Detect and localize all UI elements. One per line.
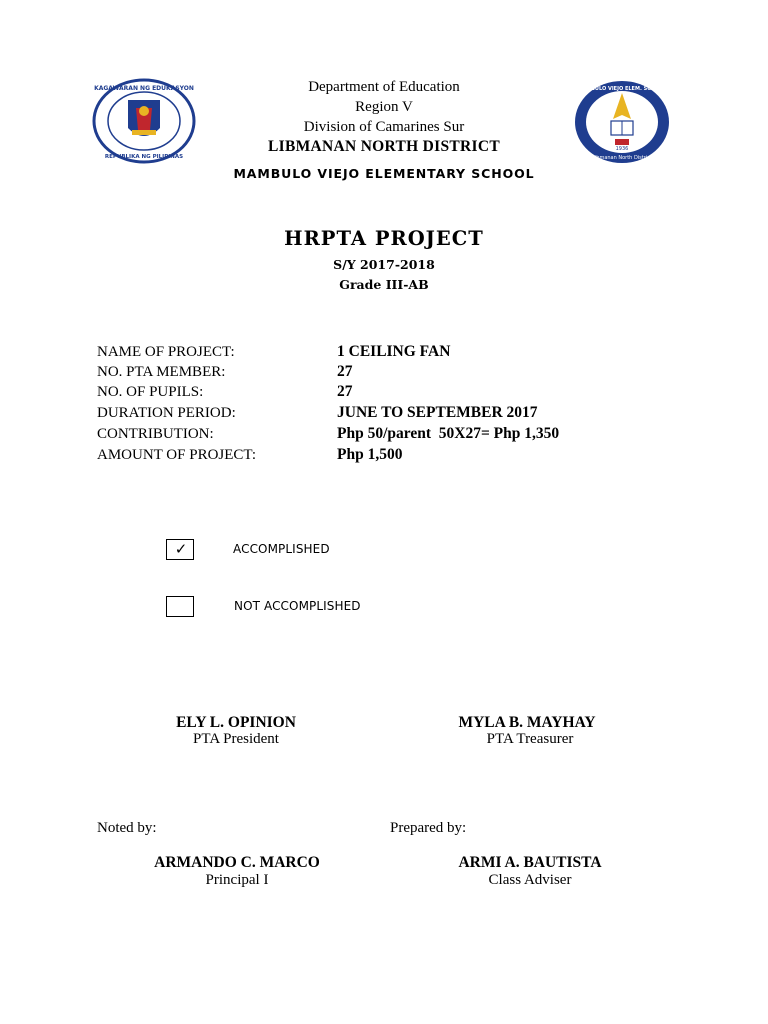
grade-level: Grade III-AB xyxy=(339,277,429,292)
noted-by-label: Noted by: xyxy=(97,820,157,836)
treasurer-name: MYLA B. MAYHAY xyxy=(458,714,596,731)
department-line: Department of Education xyxy=(308,79,460,95)
svg-text:MAMBULO VIEJO ELEM. SCHOOL: MAMBULO VIEJO ELEM. SCHOOL xyxy=(577,86,667,92)
principal-name: ARMANDO C. MARCO xyxy=(154,854,320,871)
detail-value: JUNE TO SEPTEMBER 2017 xyxy=(337,404,538,421)
president-role: PTA President xyxy=(193,731,279,747)
detail-label: NO. PTA MEMBER: xyxy=(97,364,226,380)
prepared-by-label: Prepared by: xyxy=(390,820,467,836)
detail-value: 27 xyxy=(337,383,353,400)
school-name: MAMBULO VIEJO ELEMENTARY SCHOOL xyxy=(233,166,535,181)
adviser-name: ARMI A. BAUTISTA xyxy=(458,854,602,871)
detail-label: CONTRIBUTION: xyxy=(97,426,214,442)
president-name: ELY L. OPINION xyxy=(176,714,296,731)
detail-value: Php 1,500 xyxy=(337,446,403,463)
accomplished-checkbox[interactable] xyxy=(166,539,194,560)
district-line: LIBMANAN NORTH DISTRICT xyxy=(268,138,500,155)
detail-label: NAME OF PROJECT: xyxy=(97,344,235,360)
detail-label: DURATION PERIOD: xyxy=(97,405,236,421)
division-line: Division of Camarines Sur xyxy=(303,119,465,135)
not-accomplished-checkbox[interactable] xyxy=(166,596,194,617)
detail-label: AMOUNT OF PROJECT: xyxy=(97,447,257,463)
page-title: HRPTA PROJECT xyxy=(284,227,484,250)
treasurer-role: PTA Treasurer xyxy=(486,731,574,747)
detail-value: 1 CEILING FAN xyxy=(337,343,451,360)
svg-text:1936: 1936 xyxy=(615,146,629,152)
svg-text:Libmanan North District: Libmanan North District xyxy=(592,155,652,161)
not-accomplished-label: NOT ACCOMPLISHED xyxy=(234,599,361,613)
svg-text:REPUBLIKA NG PILIPINAS: REPUBLIKA NG PILIPINAS xyxy=(104,154,184,160)
adviser-role: Class Adviser xyxy=(488,872,572,888)
detail-label: NO. OF PUPILS: xyxy=(97,384,204,400)
detail-value: Php 50/parent 50X27= Php 1,350 xyxy=(337,425,560,442)
school-year: S/Y 2017-2018 xyxy=(333,257,435,272)
accomplished-label: ACCOMPLISHED xyxy=(233,542,330,556)
region-line: Region V xyxy=(355,99,413,115)
detail-value: 27 xyxy=(337,363,353,380)
check-icon: ✓ xyxy=(174,540,188,558)
principal-role: Principal I xyxy=(205,872,269,888)
svg-text:KAGAWARAN NG EDUKASYON: KAGAWARAN NG EDUKASYON xyxy=(94,85,194,92)
